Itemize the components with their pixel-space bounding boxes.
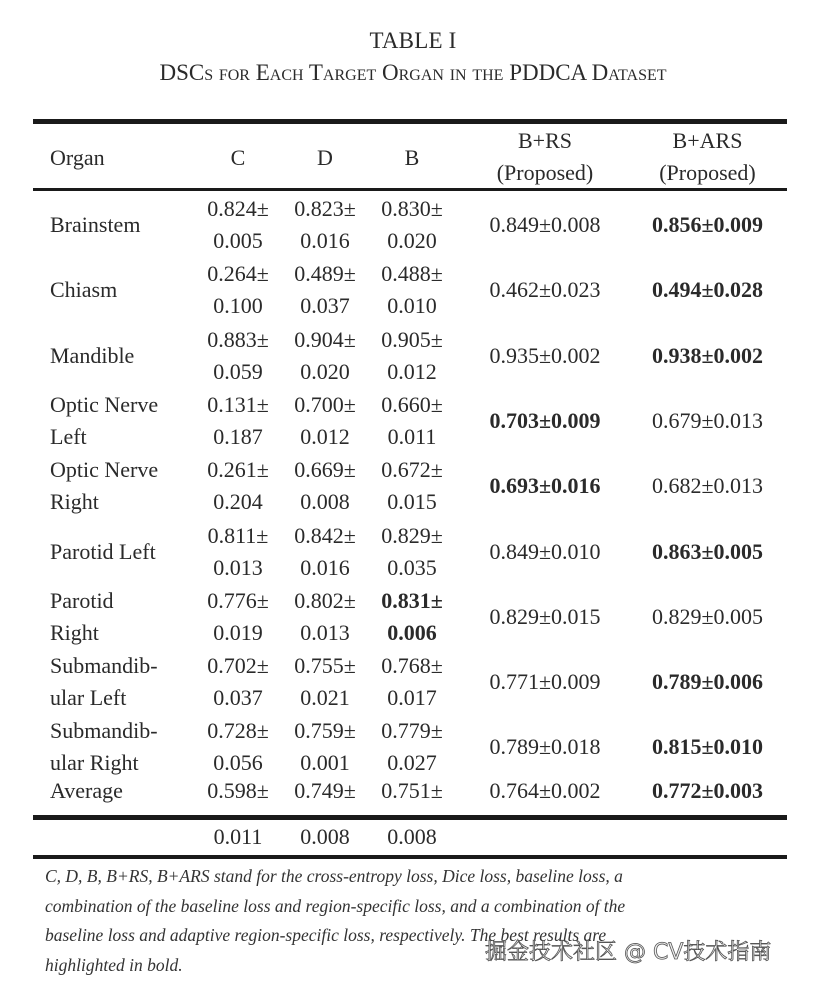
value-b-std: 0.035	[387, 554, 437, 580]
value-brs: 0.462±0.023	[489, 277, 601, 303]
value-bars: 0.815±0.010	[651, 734, 764, 760]
value-b-std: 0.012	[387, 358, 437, 384]
header-bars-line2: (Proposed)	[659, 160, 756, 185]
value-bars: 0.679±0.013	[651, 407, 764, 433]
value-c-mean: 0.776±	[207, 587, 269, 613]
value-c-std: 0.013	[213, 554, 263, 580]
value-d-mean: 0.669±	[294, 457, 356, 483]
organ-name: Parotid Left	[50, 538, 156, 564]
header-brs-line2: (Proposed)	[496, 160, 594, 185]
average-c-mean: 0.598±	[207, 777, 269, 803]
value-b-mean: 0.905±	[381, 326, 443, 352]
value-b-mean: 0.660±	[381, 391, 443, 417]
value-b-mean: 0.831±	[381, 587, 443, 613]
value-brs: 0.703±0.009	[489, 407, 601, 433]
organ-name-line2: ular Left	[50, 685, 127, 711]
value-c-std: 0.100	[213, 293, 263, 319]
value-b-std: 0.020	[387, 228, 437, 253]
value-bars: 0.938±0.002	[651, 342, 764, 368]
organ-name-line2: Right	[50, 619, 99, 645]
value-c-mean: 0.728±	[207, 718, 269, 744]
value-c-std: 0.204	[213, 489, 263, 515]
value-b-mean: 0.779±	[381, 718, 443, 744]
organ-name-line1: Parotid	[50, 587, 114, 613]
value-c-std: 0.005	[213, 228, 263, 253]
value-c-mean: 0.824±	[207, 196, 269, 221]
value-c-std: 0.187	[213, 423, 263, 449]
header-brs-line1: B+RS	[518, 128, 572, 153]
organ-name-line1: Optic Nerve	[50, 391, 159, 417]
value-brs: 0.789±0.018	[489, 734, 601, 760]
value-b-mean: 0.768±	[381, 653, 443, 679]
bottom-rule	[33, 855, 787, 859]
value-b-mean: 0.830±	[381, 196, 443, 221]
value-d-mean: 0.842±	[294, 522, 356, 548]
value-brs: 0.935±0.002	[489, 342, 601, 368]
average-bars: 0.772±0.003	[651, 777, 764, 803]
value-d-mean: 0.823±	[294, 196, 356, 221]
value-d-mean: 0.489±	[294, 261, 356, 287]
organ-name-line1: Submandib-	[50, 718, 158, 744]
header-c: C	[230, 145, 246, 170]
header-d: D	[317, 145, 333, 170]
value-d-mean: 0.904±	[294, 326, 356, 352]
value-b-std: 0.015	[387, 489, 437, 515]
watermark: 掘金技术社区 @ CV技术指南	[485, 940, 772, 965]
value-d-std: 0.016	[300, 228, 350, 253]
value-brs: 0.849±0.008	[489, 212, 601, 237]
value-c-mean: 0.811±	[207, 522, 269, 548]
header-bars-line1: B+ARS	[672, 128, 743, 153]
value-d-std: 0.020	[300, 358, 350, 384]
value-d-std: 0.008	[300, 489, 350, 515]
value-c-mean: 0.702±	[207, 653, 269, 679]
average-b-mean: 0.751±	[381, 777, 443, 803]
value-c-mean: 0.264±	[207, 261, 269, 287]
organ-name-line1: Optic Nerve	[50, 457, 159, 483]
value-c-mean: 0.261±	[207, 457, 269, 483]
value-b-std: 0.010	[387, 293, 437, 319]
organ-name: Chiasm	[50, 277, 118, 303]
value-brs: 0.849±0.010	[489, 538, 601, 564]
average-brs: 0.764±0.002	[489, 777, 601, 803]
value-b-mean: 0.829±	[381, 522, 443, 548]
value-d-std: 0.021	[300, 685, 350, 711]
value-d-std: 0.037	[300, 293, 350, 319]
header-b: B	[404, 145, 420, 170]
value-c-std: 0.059	[213, 358, 263, 384]
value-brs: 0.771±0.009	[489, 669, 601, 695]
average-b-std: 0.008	[387, 824, 437, 849]
header-rule	[33, 188, 787, 191]
organ-name: Mandible	[50, 342, 135, 368]
table-note: C, D, B, B+RS, B+ARS stand for the cross-entropy loss, Dice loss, baseline loss, a combination of the baseline loss and region-specific loss, and a combination of the baseline loss and adaptive region-specific loss, respectively. The best results are highlighted in bold.	[45, 866, 626, 975]
value-b-mean: 0.488±	[381, 261, 443, 287]
value-bars: 0.682±0.013	[651, 473, 764, 499]
value-b-std: 0.006	[387, 619, 437, 645]
value-b-std: 0.017	[387, 685, 437, 711]
value-c-std: 0.056	[213, 750, 263, 776]
average-c-std: 0.011	[213, 824, 263, 849]
value-c-std: 0.037	[213, 685, 263, 711]
average-rule	[33, 815, 787, 820]
value-b-std: 0.027	[387, 750, 437, 776]
value-d-std: 0.016	[300, 554, 350, 580]
header-organ: Organ	[50, 145, 105, 170]
average-d-mean: 0.749±	[294, 777, 356, 803]
value-bars: 0.829±0.005	[651, 603, 764, 629]
top-rule	[33, 119, 787, 124]
value-d-std: 0.001	[300, 750, 350, 776]
value-bars: 0.494±0.028	[651, 277, 764, 303]
value-d-mean: 0.759±	[294, 718, 356, 744]
value-brs: 0.693±0.016	[489, 473, 601, 499]
value-d-mean: 0.700±	[294, 391, 356, 417]
value-d-std: 0.013	[300, 619, 350, 645]
organ-name-line2: Left	[50, 423, 87, 449]
value-c-mean: 0.131±	[207, 391, 269, 417]
average-label: Average	[50, 777, 123, 803]
value-bars: 0.863±0.005	[651, 538, 764, 564]
value-d-mean: 0.755±	[294, 653, 356, 679]
average-d-std: 0.008	[300, 824, 350, 849]
value-b-std: 0.011	[387, 423, 437, 449]
value-bars: 0.789±0.006	[651, 669, 764, 695]
table-label: TABLE I	[369, 28, 457, 53]
organ-name: Brainstem	[50, 212, 141, 237]
organ-name-line1: Submandib-	[50, 653, 158, 679]
value-c-mean: 0.883±	[207, 326, 269, 352]
table-title: DSCs for Each Target Organ in the PDDCA Dataset	[159, 60, 667, 85]
value-c-std: 0.019	[213, 619, 263, 645]
value-d-mean: 0.802±	[294, 587, 356, 613]
organ-name-line2: ular Right	[50, 750, 139, 776]
organ-name-line2: Right	[50, 489, 99, 515]
value-b-mean: 0.672±	[381, 457, 443, 483]
value-brs: 0.829±0.015	[489, 603, 601, 629]
value-bars: 0.856±0.009	[651, 212, 764, 237]
value-d-std: 0.012	[300, 423, 350, 449]
